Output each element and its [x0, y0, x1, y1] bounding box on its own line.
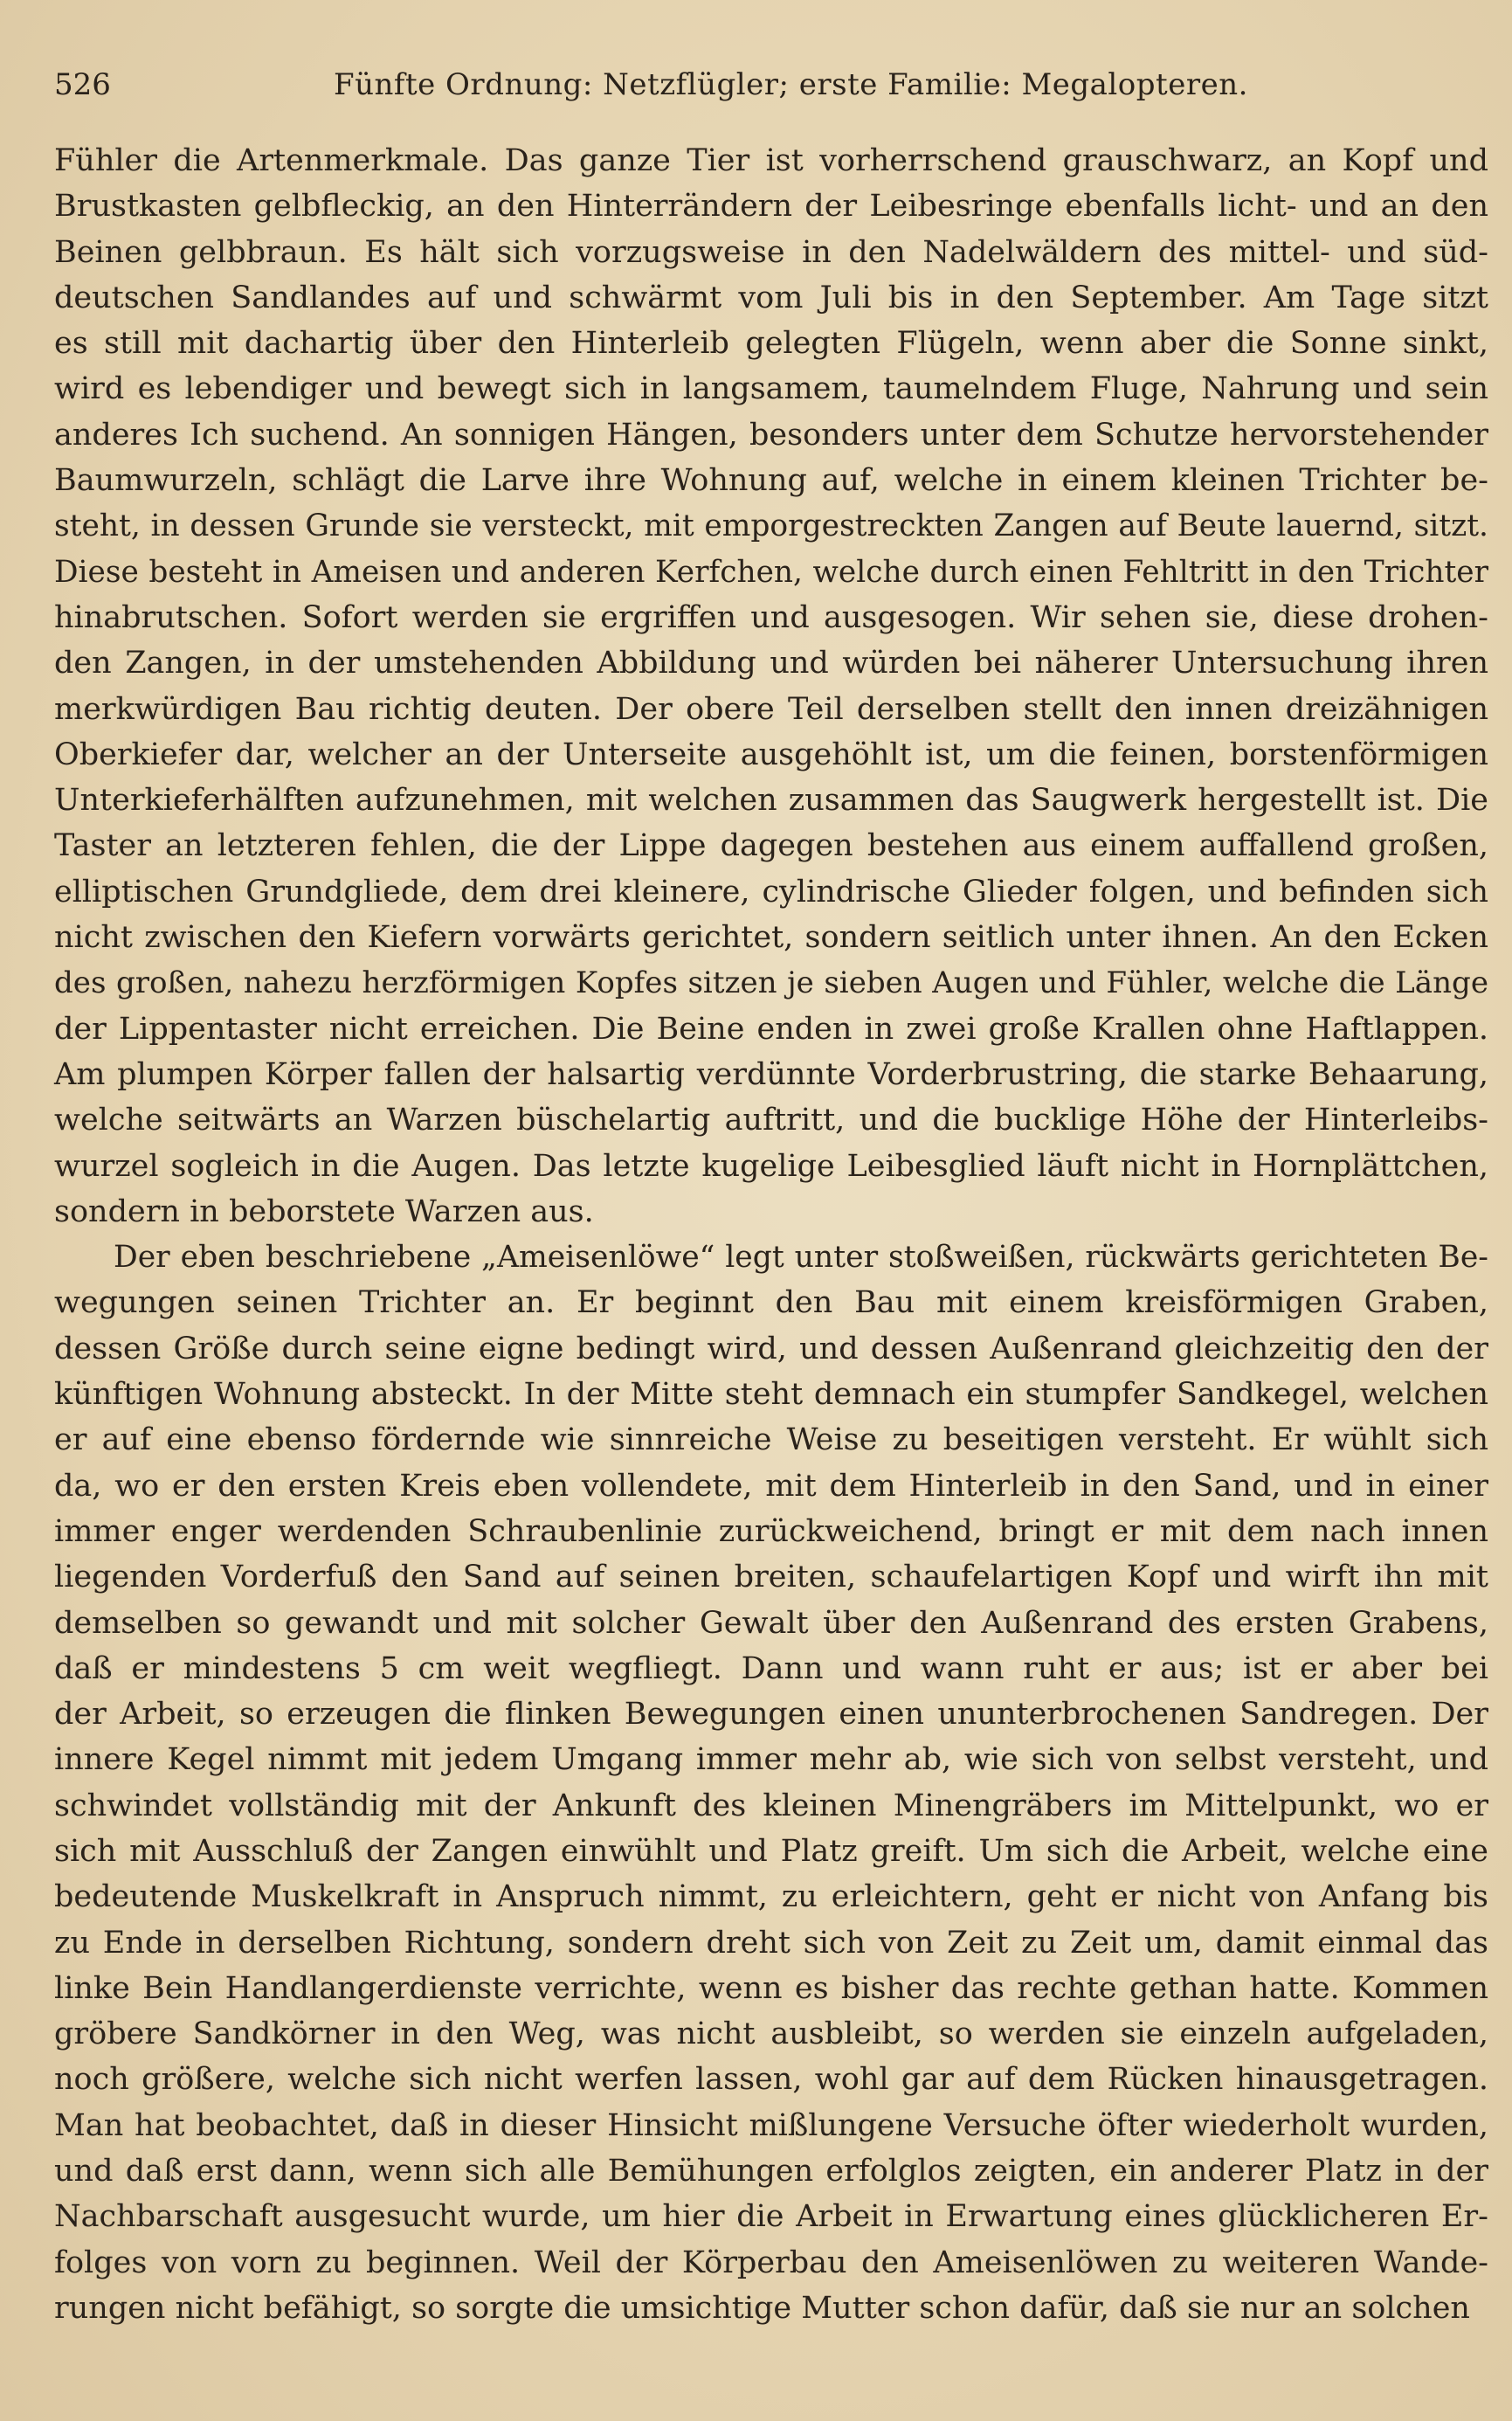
text-line: hinabrutschen. Sofort werden sie ergriffen und ausgesogen. Wir sehen sie, diese drohen- — [54, 599, 1488, 635]
page-number: 526 — [54, 67, 111, 102]
text-line: der Lippentaster nicht erreichen. Die Beine enden in zwei große Krallen ohne Haftlappen. — [54, 1011, 1488, 1047]
text-line: zu Ende in derselben Richtung, sondern dreht sich von Zeit zu Zeit um, damit einmal das — [54, 1925, 1488, 1961]
body-text — [54, 138, 1488, 2331]
text-line: den Zangen, in der umstehenden Abbildung und würden bei näherer Untersuchung ihren — [54, 646, 1488, 681]
text-line: anderes Ich suchend. An sonnigen Hängen, besonders unter dem Schutze hervorstehender — [54, 417, 1488, 453]
text-line: schwindet vollständig mit der Ankunft des kleinen Minengräbers im Mittelpunkt, wo er — [54, 1788, 1488, 1823]
running-title: Fünfte Ordnung: Netzflügler; erste Familie: Megalopteren. — [334, 67, 1248, 102]
text-line: Man hat beobachtet, daß in dieser Hinsicht mißlungene Versuche öfter wiederholt wurden, — [54, 2107, 1488, 2143]
text-line: steht, in dessen Grunde sie versteckt, mit emporgestreckten Zangen auf Beute lauernd, sitzt. — [54, 508, 1488, 544]
text-line: er auf eine ebenso fördernde wie sinnreiche Weise zu beseitigen versteht. Er wühlt sich — [54, 1422, 1488, 1458]
text-line: Brustkasten gelbfleckig, an den Hinterrändern der Leibesringe ebenfalls licht- und an den — [54, 189, 1488, 225]
text-line: linke Bein Handlangerdienste verrichte, wenn es bisher das rechte gethan hatte. Kommen — [54, 1970, 1488, 2006]
text-line: Beinen gelbbraun. Es hält sich vorzugsweise in den Nadelwäldern des mittel- und süd- — [54, 234, 1488, 270]
text-line: folges von vorn zu beginnen. Weil der Körperbau den Ameisenlöwen zu weiteren Wande- — [54, 2245, 1488, 2280]
text-line: demselben so gewandt und mit solcher Gewalt über den Außenrand des ersten Grabens, — [54, 1605, 1488, 1641]
text-line: sich mit Ausschluß der Zangen einwühlt und Platz greift. Um sich die Arbeit, welche eine — [54, 1833, 1488, 1869]
text-line: innere Kegel nimmt mit jedem Umgang immer mehr ab, wie sich von selbst versteht, und — [54, 1742, 1488, 1778]
text-line: Nachbarschaft ausgesucht wurde, um hier die Arbeit in Erwartung eines glücklicheren Er- — [54, 2199, 1488, 2235]
text-line: gröbere Sandkörner in den Weg, was nicht ausbleibt, so werden sie einzeln aufgeladen, — [54, 2016, 1488, 2052]
text-line: wegungen seinen Trichter an. Er beginnt den Bau mit einem kreisförmigen Graben, — [54, 1285, 1488, 1321]
text-line: wird es lebendiger und bewegt sich in langsamem, taumelndem Fluge, Nahrung und sein — [54, 371, 1488, 407]
text-line: und daß erst dann, wenn sich alle Bemühungen erfolglos zeigten, ein anderer Platz in der — [54, 2154, 1488, 2189]
text-line: Am plumpen Körper fallen der halsartig verdünnte Vorderbrustring, die starke Behaarung, — [54, 1056, 1488, 1092]
text-line: deutschen Sandlandes auf und schwärmt vom Juli bis in den September. Am Tage sitzt — [54, 280, 1488, 315]
text-line: Fühler die Artenmerkmale. Das ganze Tier ist vorherrschend grauschwarz, an Kopf und — [54, 143, 1488, 178]
text-line: wurzel sogleich in die Augen. Das letzte kugelige Leibesglied läuft nicht in Hornplättchen, — [54, 1148, 1488, 1184]
text-line: dessen Größe durch seine eigne bedingt wird, und dessen Außenrand gleichzeitig den der — [54, 1331, 1488, 1366]
text-line: immer enger werdenden Schraubenlinie zurückweichend, bringt er mit dem nach innen — [54, 1513, 1488, 1549]
text-line: sondern in beborstete Warzen aus. — [54, 1193, 594, 1229]
text-line: welche seitwärts an Warzen büschelartig auftritt, und die bucklige Höhe der Hinterleibs- — [54, 1103, 1488, 1138]
text-line: des großen, nahezu herzförmigen Kopfes sitzen je sieben Augen und Fühler, welche die Länge — [54, 965, 1488, 1001]
text-line: Unterkieferhälften aufzunehmen, mit welchen zusammen das Saugwerk hergestellt ist. Die — [54, 783, 1488, 819]
text-line: elliptischen Grundgliede, dem drei kleinere, cylindrische Glieder folgen, und befinden sich — [54, 874, 1488, 910]
text-line: merkwürdigen Bau richtig deuten. Der obere Teil derselben stellt den innen dreizähnigen — [54, 691, 1488, 727]
text-line: daß er mindestens 5 cm weit wegfliegt. Dann und wann ruht er aus; ist er aber bei — [54, 1650, 1488, 1686]
text-line: der Arbeit, so erzeugen die flinken Bewegungen einen ununterbrochenen Sandregen. Der — [54, 1697, 1488, 1733]
text-line: nicht zwischen den Kiefern vorwärts gerichtet, sondern seitlich unter ihnen. An den Ecken — [54, 920, 1488, 956]
text-line: es still mit dachartig über den Hinterleib gelegten Flügeln, wenn aber die Sonne sinkt, — [54, 326, 1488, 362]
text-line: künftigen Wohnung absteckt. In der Mitte steht demnach ein stumpfer Sandkegel, welchen — [54, 1377, 1488, 1413]
text-line: Der eben beschriebene „Ameisenlöwe“ legt unter stoßweißen, rückwärts gerichteten Be- — [114, 1240, 1488, 1276]
paragraph — [54, 1235, 1488, 2331]
paragraph — [54, 138, 1488, 1235]
text-line: bedeutende Muskelkraft in Anspruch nimmt, zu erleichtern, geht er nicht von Anfang bis — [54, 1879, 1488, 1915]
text-line: Baumwurzeln, schlägt die Larve ihre Wohnung auf, welche in einem kleinen Trichter be- — [54, 463, 1488, 499]
text-line: Oberkiefer dar, welcher an der Unterseite ausgehöhlt ist, um die feinen, borstenförmigen — [54, 737, 1488, 772]
text-line: noch größere, welche sich nicht werfen lassen, wohl gar auf dem Rücken hinausgetragen. — [54, 2062, 1488, 2098]
text-line: rungen nicht befähigt, so sorgte die umsichtige Mutter schon dafür, daß sie nur an solchen — [54, 2290, 1470, 2326]
text-line: liegenden Vorderfuß den Sand auf seinen breiten, schaufelartigen Kopf und wirft ihn mit — [54, 1560, 1488, 1595]
text-line: da, wo er den ersten Kreis eben vollendete, mit dem Hinterleib in den Sand, und in einer — [54, 1468, 1488, 1504]
running-header — [54, 63, 1488, 107]
text-line: Diese besteht in Ameisen und anderen Kerfchen, welche durch einen Fehltritt in den Trichter — [54, 554, 1488, 590]
text-line: Taster an letzteren fehlen, die der Lippe dagegen bestehen aus einem auffallend großen, — [54, 828, 1488, 864]
